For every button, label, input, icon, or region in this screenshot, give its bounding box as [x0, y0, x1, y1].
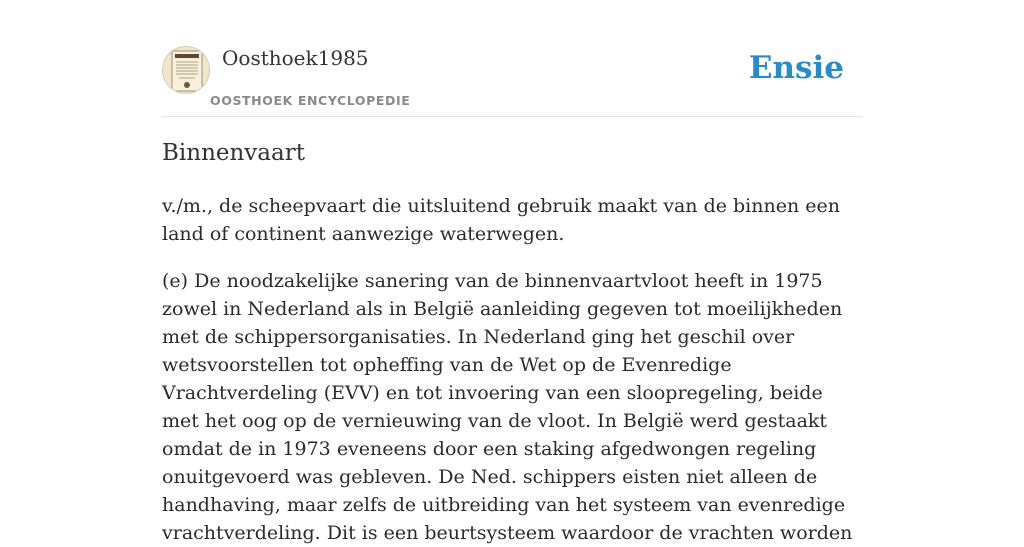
- definition-text: v./m., de scheepvaart die uitsluitend gebruik maakt van de binnen een land of continent aanwezige waterwegen.: [162, 195, 840, 245]
- author-name[interactable]: Oosthoek1985: [222, 46, 369, 70]
- source-name[interactable]: OOSTHOEK ENCYCLOPEDIE: [210, 93, 411, 108]
- encyclopedia-cover-icon: [163, 47, 210, 94]
- page-header: [162, 44, 862, 117]
- avatar[interactable]: [162, 46, 210, 94]
- brand-logo[interactable]: Ensie: [748, 50, 844, 86]
- page-title: Binnenvaart: [162, 140, 305, 166]
- body-text: (e) De noodzakelijke sanering van de binnenvaartvloot heeft in 1975 zowel in Nederland als in België aanleiding gegeven tot moeilijkheden met de schippersorganisaties. In Nederland ging het geschil over wetsvoorstellen tot opheffing van de Wet op de Evenredige Vrachtverdeling (EVV) en tot invoering van een sloopregeling, beide met het oog op de vernieuwing van de vloot. In België werd gestaakt omdat de in 1973 eveneens door een staking afgedwongen regeling onuitgevoerd was gebleven. De Ned. schippers eisten niet alleen de handhaving, maar zelfs de uitbreiding van het systeem van evenredige vrachtverdeling. Dit is een beurtsysteem waardoor de vrachten worden: [162, 270, 853, 544]
